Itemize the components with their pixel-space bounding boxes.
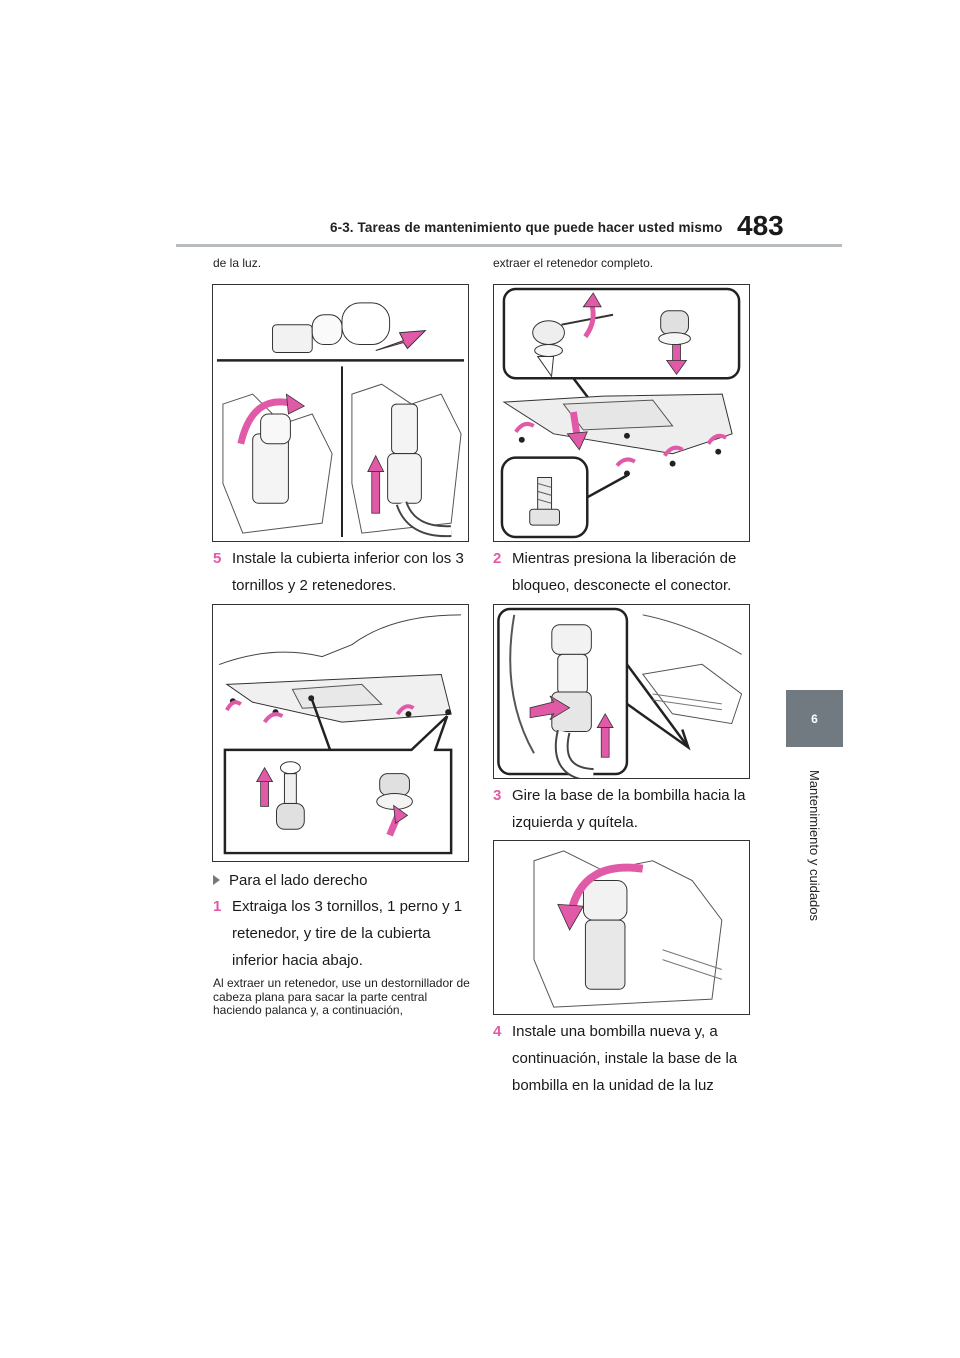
continued-text-left: de la luz.: [213, 256, 262, 270]
step-1-text: Extraiga los 3 tornillos, 1 perno y 1 retenedor, y tire de la cubierta inferior hacia abajo.: [232, 898, 463, 969]
step-2-text: Mientras presiona la liberación de bloqueo, desconecte el conector.: [512, 550, 737, 594]
step-1: [213, 893, 471, 974]
step-3: [493, 782, 753, 836]
chapter-label: [786, 755, 843, 935]
figure-bulb-base-turn: [493, 840, 750, 1015]
figure-bulb-removal: [212, 284, 469, 542]
bulb-removal-illustration: [213, 285, 468, 541]
step-1-number: 1: [213, 898, 222, 915]
step-4: [493, 1018, 755, 1099]
bulb-base-illustration: [494, 841, 749, 1014]
step-5-text: Instale la cubierta inferior con los 3 tornillos y 2 retenedores.: [232, 550, 464, 594]
chapter-number: 6: [811, 711, 818, 726]
retainer-note: Al extraer un retenedor, use un destornillador de cabeza plana para sacar la parte central haciendo palanca y, a continuación,: [213, 976, 470, 1017]
step-4-text: Instale una bombilla nueva y, a continuación, instale la base de la bombilla en la unidad de la luz: [512, 1023, 738, 1094]
triangle-bullet-icon: [213, 875, 220, 885]
chapter-label-text: Mantenimiento y cuidados: [807, 769, 822, 921]
section-title: 6-3. Tareas de mantenimiento que puede hacer usted mismo: [330, 220, 723, 235]
step-2: [493, 545, 753, 599]
figure-lower-cover: [212, 604, 469, 862]
chapter-tab: [786, 690, 843, 747]
page-number: 483: [737, 210, 784, 241]
connector-illustration: [494, 605, 749, 778]
subheading-right-side: [213, 872, 367, 889]
step-3-text: Gire la base de la bombilla hacia la izquierda y quítela.: [512, 787, 746, 831]
step-3-number: 3: [493, 787, 502, 804]
step-5: [213, 545, 473, 599]
step-2-number: 2: [493, 550, 502, 567]
lower-cover-illustration: [213, 605, 468, 861]
continued-text-right: extraer el retenedor completo.: [493, 256, 654, 270]
subheading-text: Para el lado derecho: [229, 872, 368, 889]
cover-removal-illustration: [494, 285, 749, 541]
figure-connector: [493, 604, 750, 779]
figure-cover-removal: [493, 284, 750, 542]
header-divider: [176, 244, 842, 247]
step-4-number: 4: [493, 1023, 502, 1040]
step-5-number: 5: [213, 550, 222, 567]
